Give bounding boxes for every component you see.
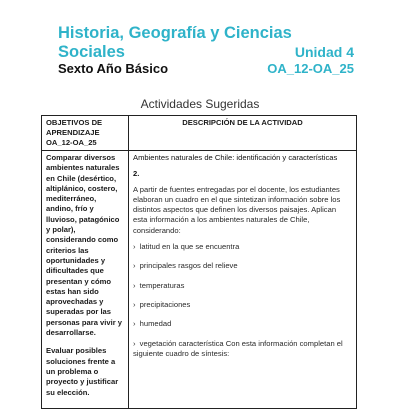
list-item-text: humedad (139, 319, 172, 329)
objective-text: Comparar diversos ambientes naturales en Chile (desértico, altiplánico, costero, mediterráneo, andino, frío y lluvioso, patagónico y polar), considerando como criterios las oportunidades y dificultades que presentan y cómo estas han sido aprovechadas y superadas por las personas para vivir y desarrollarse. (46, 153, 122, 338)
list-item (133, 281, 352, 291)
subject-title-line1: Historia, Geografía y Ciencias (58, 24, 292, 42)
description-cell (129, 151, 357, 409)
table-header-row (42, 116, 357, 151)
section-title: Actividades Sugeridas (140, 97, 260, 111)
list-item-text: latitud en la que se encuentra (139, 242, 240, 252)
subject-title-line2: Sociales (58, 43, 125, 61)
objectives-cell (42, 151, 129, 409)
bullet-icon: › (133, 261, 136, 271)
list-item (133, 319, 352, 329)
list-item (133, 300, 352, 310)
activity-paragraph: A partir de fuentes entregadas por el docente, los estudiantes elaboran un cuadro en el que sintetizan información sobre los distintos aspectos que definen los diversos paisajes. Aplican esta información a los ambientes naturales de Chile, considerando: (133, 184, 341, 235)
bullet-icon: › (133, 319, 136, 329)
grade-label: Sexto Año Básico (58, 61, 169, 76)
list-item (133, 339, 352, 360)
bullet-icon: › (133, 280, 136, 290)
list-item-text: temperaturas (139, 280, 185, 290)
bullet-icon: › (133, 338, 136, 348)
bullet-icon: › (133, 242, 136, 252)
list-item (133, 242, 352, 252)
list-item-text: precipitaciones (139, 299, 191, 309)
objective-code: OA_12-OA_25 (267, 61, 354, 76)
objective-text: Evaluar posibles soluciones frente a un problema o proyecto y justificar su elección. (46, 346, 119, 397)
list-item (133, 261, 352, 271)
activity-title: Ambientes naturales de Chile: identificación y características (133, 153, 338, 162)
unit-label: Unidad 4 (294, 44, 354, 60)
list-item-text: principales rasgos del relieve (139, 261, 238, 271)
list-item-text: vegetación característica Con esta información completan el siguiente cuadro de síntesis: (133, 338, 343, 358)
criteria-list (133, 242, 352, 359)
objectives-column-header: OBJETIVOS DE APRENDIZAJE OA_12-OA_25 (42, 116, 129, 151)
table-row (42, 151, 357, 409)
bullet-icon: › (133, 299, 136, 309)
description-column-header: DESCRIPCIÓN DE LA ACTIVIDAD (129, 116, 357, 151)
activities-table (41, 115, 357, 409)
activity-number: 2. (133, 169, 140, 179)
